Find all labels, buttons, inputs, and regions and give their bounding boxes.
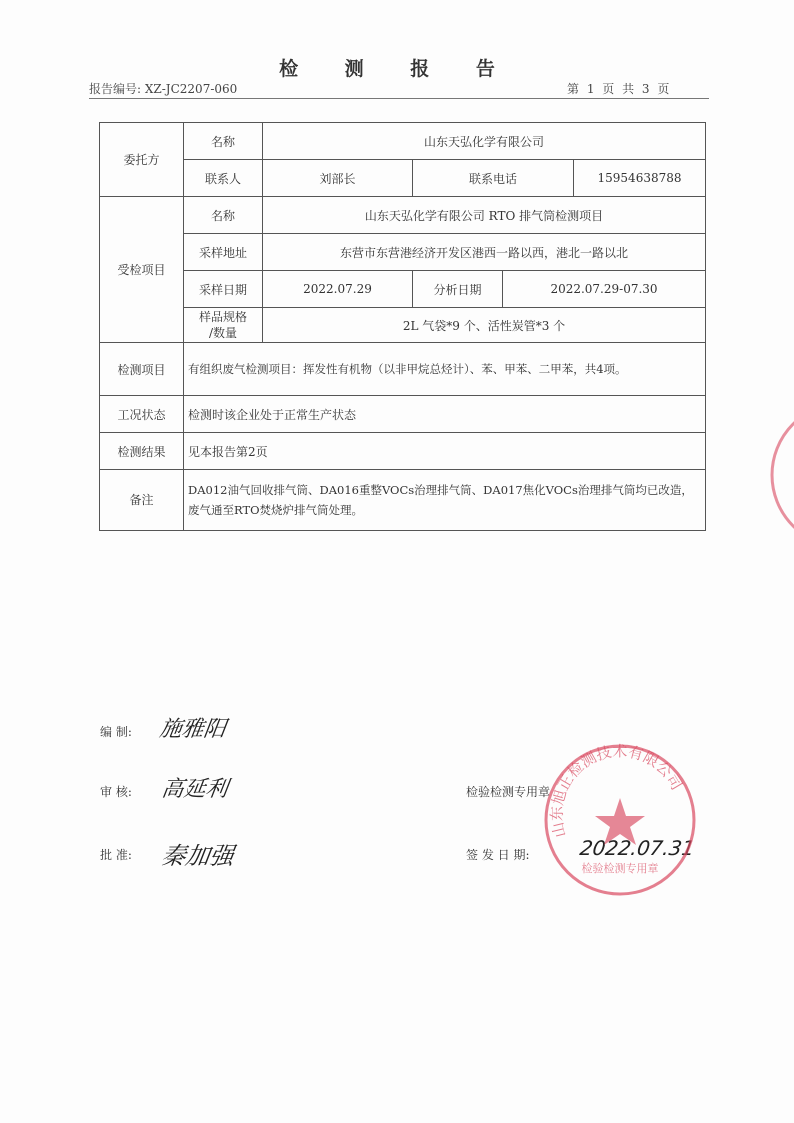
report-number: 报告编号: XZ-JC2207-060 [89, 82, 238, 96]
report-title: 检 测 报 告 [279, 58, 515, 80]
issue-date-label: 签 发 日 期: [466, 848, 530, 862]
review-signature: 高延利 [159, 777, 230, 802]
test-items: 有组织废气检测项目：挥发性有机物（以非甲烷总烃计）、苯、甲苯、二甲苯，共4项。 [184, 343, 706, 396]
contact-value: 刘部长 [263, 160, 413, 197]
report-info-table [99, 122, 706, 531]
sampling-date-label: 采样日期 [184, 271, 263, 308]
compile-signature: 施雅阳 [157, 717, 228, 742]
approve-signature: 秦加强 [159, 842, 236, 870]
sampling-site: 东营市东营港经济开发区港西一路以西，港北一路以北 [263, 234, 706, 271]
official-seal-icon [540, 740, 700, 900]
compile-label: 编 制: [100, 725, 132, 739]
page-indicator: 第 1 页 共 3 页 [567, 82, 670, 96]
remark-label: 备注 [100, 470, 184, 531]
stamp-label: 检验检测专用章 [466, 785, 551, 799]
client-name: 山东天弘化学有限公司 [263, 123, 706, 160]
phone-value: 15954638788 [574, 160, 706, 197]
header-rule [89, 98, 709, 99]
project-section-label: 受检项目 [100, 197, 184, 343]
client-name-label: 名称 [184, 123, 263, 160]
seal-company-text: 山东旭正检测技术有限公司 [547, 742, 686, 840]
condition-label: 工况状态 [100, 396, 184, 433]
sample-spec-label-line1: 样品规格 [198, 310, 247, 324]
project-name-label: 名称 [184, 197, 263, 234]
issue-date-handwritten: 2022.07.31 [578, 836, 697, 860]
result-value: 见本报告第2页 [184, 433, 706, 470]
seal-bottom-text: 检验检测专用章 [581, 862, 659, 875]
analysis-date-label: 分析日期 [413, 271, 503, 308]
test-items-label: 检测项目 [100, 343, 184, 396]
remark-value: DA012油气回收排气筒、DA016重整VOCs治理排气筒、DA017焦化VOCs治理排气筒均已改造，废气通至RTO焚烧炉排气筒处理。 [184, 470, 706, 531]
sample-spec-label-line2: /数量 [208, 326, 238, 340]
contact-label: 联系人 [184, 160, 263, 197]
sample-spec: 2L 气袋*9 个、活性炭管*3 个 [263, 308, 706, 343]
analysis-date: 2022.07.29-07.30 [503, 271, 706, 308]
sample-spec-label [184, 308, 263, 343]
result-label: 检测结果 [100, 433, 184, 470]
approve-label: 批 准: [100, 848, 132, 862]
project-name: 山东天弘化学有限公司 RTO 排气筒检测项目 [263, 197, 706, 234]
partial-seal-icon [764, 400, 794, 550]
sampling-date: 2022.07.29 [263, 271, 413, 308]
client-section-label: 委托方 [100, 123, 184, 197]
condition-value: 检测时该企业处于正常生产状态 [184, 396, 706, 433]
review-label: 审 核: [100, 785, 132, 799]
phone-label: 联系电话 [413, 160, 574, 197]
sampling-site-label: 采样地址 [184, 234, 263, 271]
